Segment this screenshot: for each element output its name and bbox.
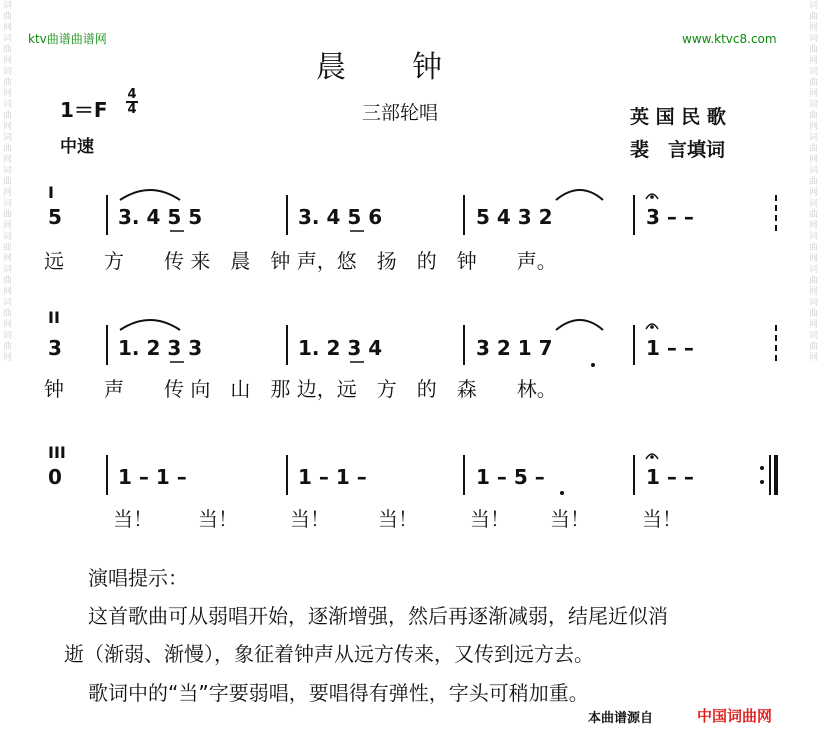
part-i-pickup: 5: [48, 205, 62, 229]
part-ii-lyrics: 钟 声 传 向 山 那 边，远 方 的 森 林。: [44, 377, 557, 401]
tips-heading: 演唱提示：: [88, 566, 188, 590]
part-ii-measure-2: 1. 2 3 4: [298, 336, 383, 360]
watermark-left: ktv曲谱曲谱网: [28, 32, 107, 46]
source-site: 中国词曲网: [697, 707, 773, 725]
part-i-measure-3: 5 4 3 2: [476, 205, 553, 229]
edge-watermark-left: 词曲网词曲网词曲网词曲网词曲网词曲网词曲网词曲网词曲网词曲网词曲网: [1, 0, 11, 363]
part-iii-lyric-3: 当！: [290, 507, 330, 531]
part-i-label: I: [48, 183, 54, 202]
part-iii-label: III: [48, 443, 66, 462]
part-iii-measure-3: 1 – 5 –: [476, 465, 545, 489]
fermata-dot: [650, 195, 654, 199]
slur: [556, 190, 603, 200]
part-iii-measure-2: 1 – 1 –: [298, 465, 367, 489]
part-iii-lyric-7: 当！: [642, 507, 682, 531]
low-octave-dot: [560, 491, 564, 495]
part-iii-lyric-2: 当！: [198, 507, 238, 531]
part-ii-measure-1: 1. 2 3 3: [118, 336, 203, 360]
part-ii-measure-3: 3 2 1 7: [476, 336, 553, 360]
time-sig-top: 4: [127, 87, 137, 102]
watermark-right: www.ktvc8.com: [682, 32, 777, 46]
tempo-marking: 中速: [60, 137, 94, 157]
part-iii-lyric-4: 当！: [378, 507, 418, 531]
part-ii-measure-4: 1 – –: [646, 336, 694, 360]
part-iii-measure-4: 1 – –: [646, 465, 694, 489]
tips-paragraph-1-line-2: 逝（渐弱、渐慢），象征着钟声从远方传来，又传到远方去。: [64, 642, 594, 666]
time-sig-bottom: 4: [127, 102, 137, 117]
tips-paragraph-2: 歌词中的“当”字要弱唱，要唱得有弹性，字头可稍加重。: [88, 681, 589, 705]
part-iii-lyric-5: 当！: [470, 507, 510, 531]
part-iii-lyric-6: 当！: [550, 507, 590, 531]
origin: 英 国 民 歌: [630, 106, 726, 128]
part-i-measure-4: 3 – –: [646, 205, 694, 229]
slur: [556, 320, 603, 330]
part-ii-label: II: [48, 308, 60, 327]
part-iii-pickup: 0: [48, 465, 62, 489]
part-i-lyrics: 远 方 传 来 晨 钟 声，悠 扬 的 钟 声。: [44, 249, 557, 273]
part-iii-measure-1: 1 – 1 –: [118, 465, 187, 489]
part-iii-lyric-1: 当！: [113, 507, 153, 531]
edge-watermark-right: 词曲网词曲网词曲网词曲网词曲网词曲网词曲网词曲网词曲网词曲网词曲网: [807, 0, 817, 363]
page-title: 晨 钟: [316, 50, 444, 85]
part-i-measure-1: 3. 4 5 5: [118, 205, 203, 229]
part-i-measure-2: 3. 4 5 6: [298, 205, 383, 229]
tips-paragraph-1-line-1: 这首歌曲可从弱唱开始，逐渐增强，然后再逐渐减弱，结尾近似消: [88, 604, 668, 628]
lyricist: 裴 言填词: [630, 139, 726, 161]
low-octave-dot: [591, 363, 595, 367]
subtitle: 三部轮唱: [362, 102, 439, 124]
slur: [120, 190, 180, 200]
fermata-dot: [650, 325, 654, 329]
repeat-dot: [760, 466, 764, 470]
fermata-dot: [650, 455, 654, 459]
key-signature: 1＝F: [60, 98, 108, 122]
slur: [120, 320, 180, 330]
source-label: 本曲谱源自: [588, 711, 654, 726]
repeat-dot: [760, 480, 764, 484]
part-ii-pickup: 3: [48, 336, 62, 360]
